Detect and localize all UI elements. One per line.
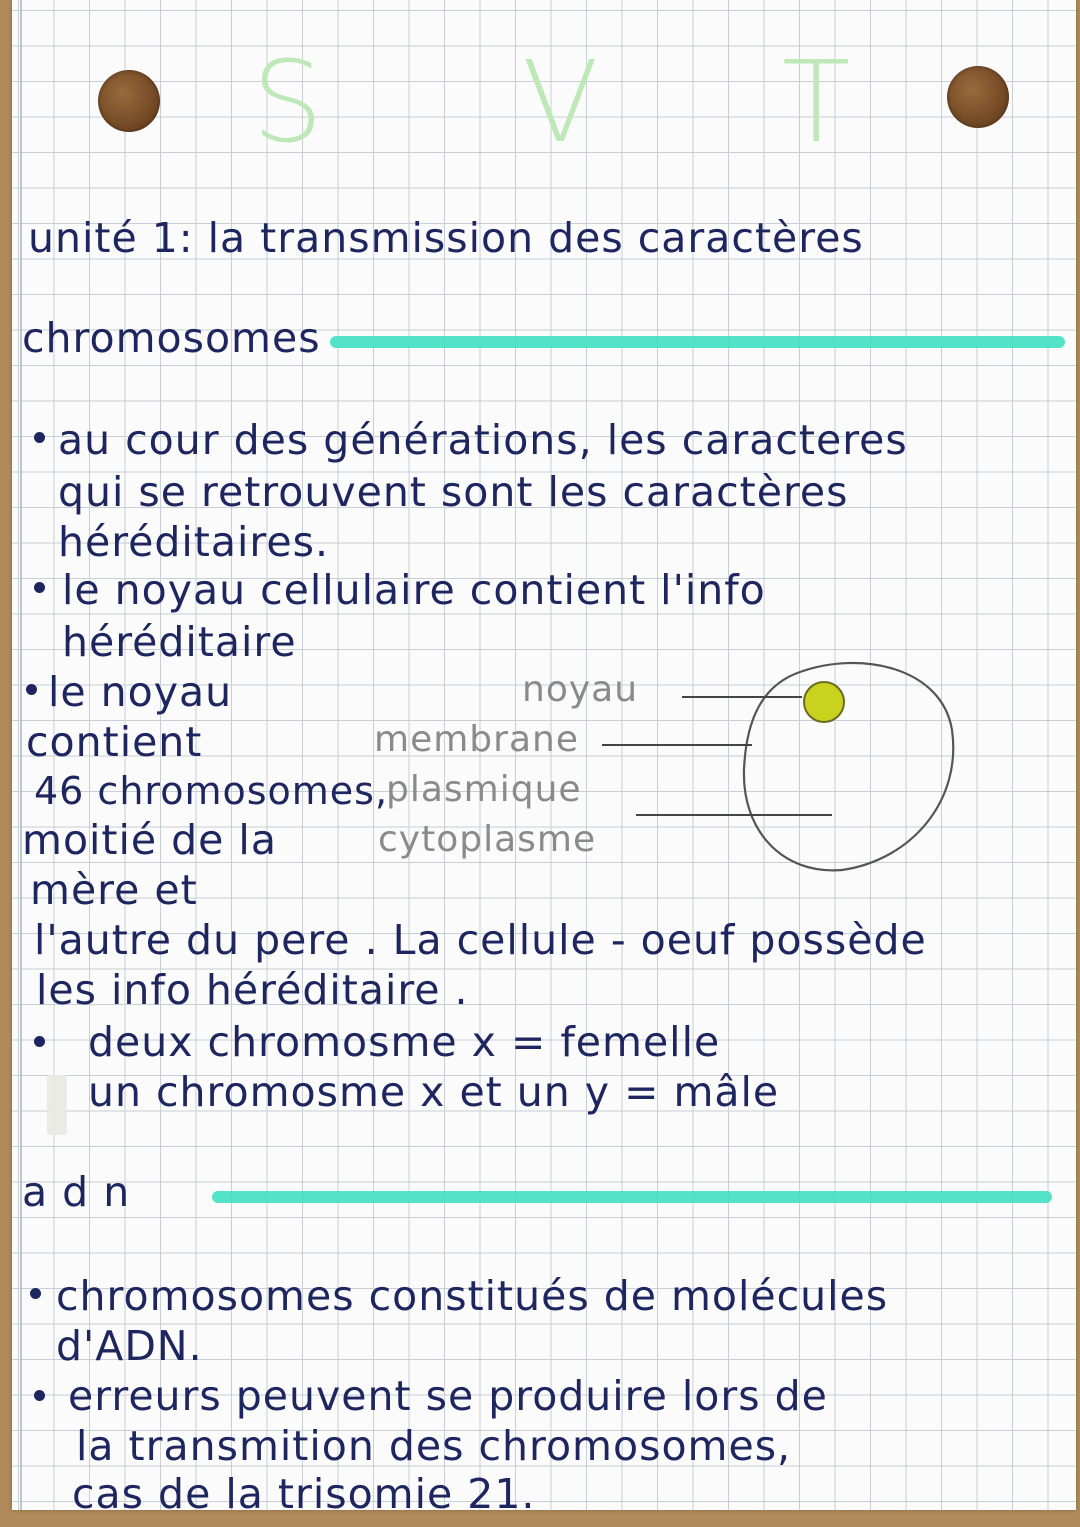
bullet	[30, 1288, 41, 1299]
note-line: les info héréditaire .	[36, 966, 469, 1014]
diagram-label-cytoplasme: cytoplasme	[378, 819, 597, 860]
bullet	[34, 432, 45, 443]
note-line: au cour des générations, les caracteres	[58, 416, 908, 464]
notebook-page	[12, 0, 1076, 1518]
note-line: chromosomes constitués de molécules	[56, 1272, 889, 1320]
note-line: deux chromosme x = femelle	[88, 1018, 721, 1066]
title-letter-v: V	[522, 38, 599, 168]
note-line: héréditaire	[62, 618, 297, 666]
title-letter-t: T	[782, 38, 851, 168]
title-letter-s: S	[252, 38, 324, 168]
note-line: le noyau	[48, 668, 233, 716]
diagram-label-plasmique: plasmique	[386, 769, 582, 810]
tape-mark	[47, 1075, 67, 1135]
cell-outline	[744, 663, 953, 870]
heading-highlight-adn	[212, 1191, 1052, 1203]
diagram-label-noyau: noyau	[522, 669, 639, 710]
diagram-label-membrane: membrane	[374, 719, 579, 760]
note-line: mère et	[30, 866, 198, 914]
note-line: moitié de la	[22, 816, 277, 864]
bullet	[34, 582, 45, 593]
note-line: l'autre du pere . La cellule - oeuf possède	[34, 916, 927, 964]
section-heading-chromosomes: chromosomes	[22, 314, 321, 362]
note-line: erreurs peuvent se produire lors de	[68, 1372, 828, 1420]
note-line: qui se retrouvent sont les caractères	[58, 468, 849, 516]
unit-title: unité 1: la transmission des caractères	[28, 214, 864, 262]
note-line: le noyau cellulaire contient l'info	[62, 566, 766, 614]
bullet	[34, 1036, 45, 1047]
note-line: d'ADN.	[56, 1322, 203, 1370]
subject-title	[12, 38, 1076, 168]
note-line: la transmition des chromosomes,	[76, 1422, 792, 1470]
note-line: héréditaires.	[58, 518, 329, 566]
note-line: cas de la trisomie 21.	[72, 1470, 536, 1518]
cell-nucleus	[804, 682, 844, 722]
note-line: 46 chromosomes,	[34, 769, 389, 813]
bullet	[34, 1390, 45, 1401]
bullet	[26, 684, 37, 695]
heading-highlight-chromosomes	[330, 336, 1065, 348]
note-line: un chromosme x et un y = mâle	[88, 1068, 780, 1116]
note-line: contient	[26, 718, 203, 766]
section-heading-adn: a d n	[22, 1168, 131, 1216]
